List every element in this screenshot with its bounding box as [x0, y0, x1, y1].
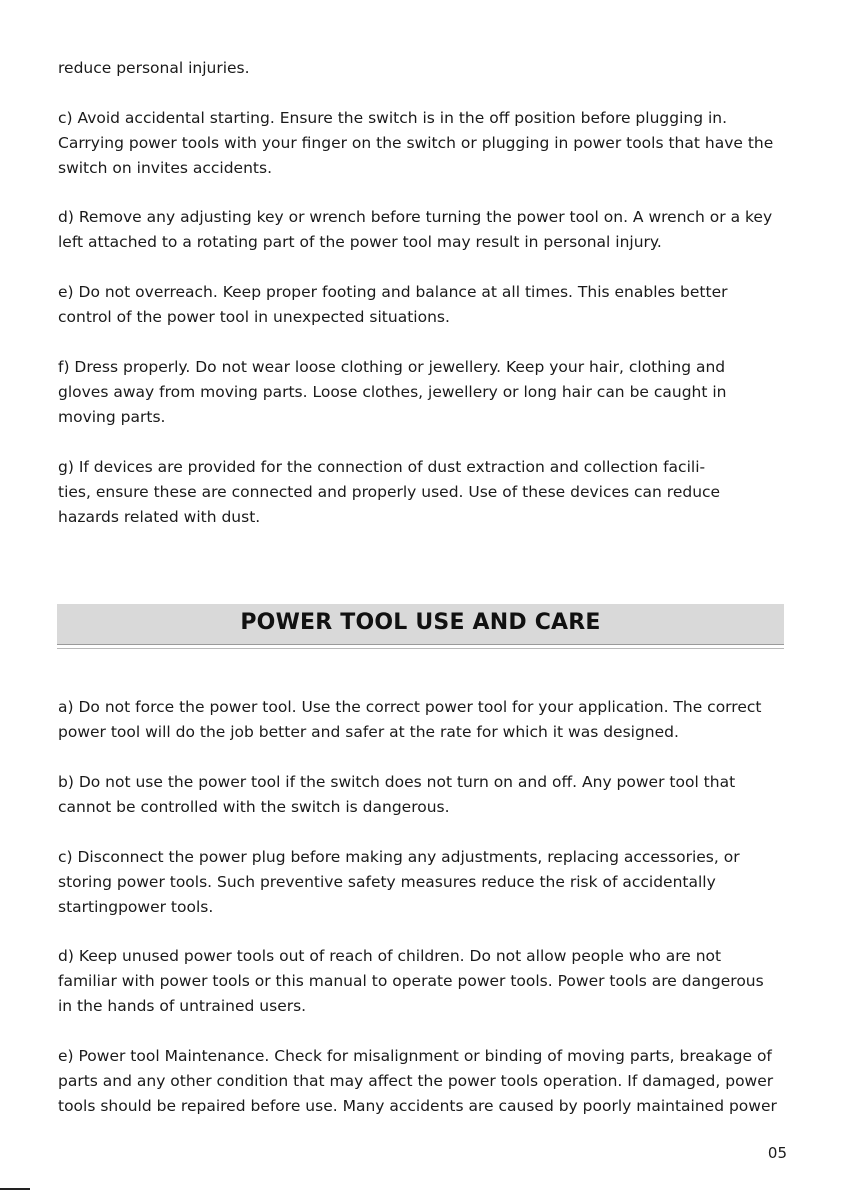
- text-line: left attached to a rotating part of the power tool may result in personal injury.: [58, 233, 662, 251]
- text-line: d) Keep unused power tools out of reach of children. Do not allow people who are not: [58, 947, 722, 965]
- paragraph-remove-adjusting-key: [58, 205, 788, 255]
- text-line: ties, ensure these are connected and properly used. Use of these devices can reduce: [58, 483, 721, 501]
- text-line: c) Avoid accidental starting. Ensure the switch is in the off position before plugging in.: [58, 109, 728, 127]
- text-line: d) Remove any adjusting key or wrench before turning the power tool on. A wrench or a key: [58, 208, 773, 226]
- paragraph-continuation: [58, 56, 788, 81]
- text-line: reduce personal injuries.: [58, 59, 250, 77]
- text-line: control of the power tool in unexpected situations.: [58, 308, 450, 326]
- text-line: parts and any other condition that may affect the power tools operation. If damaged, power: [58, 1072, 774, 1090]
- paragraph-switch-check: [58, 770, 788, 820]
- text-line: cannot be controlled with the switch is dangerous.: [58, 798, 450, 816]
- text-line: g) If devices are provided for the connection of dust extraction and collection facili-: [58, 458, 706, 476]
- text-line: power tool will do the job better and safer at the rate for which it was designed.: [58, 723, 679, 741]
- text-line: startingpower tools.: [58, 898, 214, 916]
- paragraph-do-not-overreach: [58, 280, 788, 330]
- paragraph-maintenance: [58, 1044, 788, 1119]
- text-line: c) Disconnect the power plug before making any adjustments, replacing accessories, or: [58, 848, 740, 866]
- crop-mark: [0, 1188, 30, 1190]
- paragraph-do-not-force-tool: [58, 695, 788, 745]
- text-line: a) Do not force the power tool. Use the correct power tool for your application. The correct: [58, 698, 762, 716]
- paragraph-keep-away-from-children: [58, 944, 788, 1019]
- text-line: in the hands of untrained users.: [58, 997, 307, 1015]
- text-line: familiar with power tools or this manual to operate power tools. Power tools are dangerous: [58, 972, 764, 990]
- text-line: e) Power tool Maintenance. Check for misalignment or binding of moving parts, breakage of: [58, 1047, 772, 1065]
- page-number: 05: [767, 1144, 787, 1162]
- divider: [57, 648, 784, 649]
- text-line: b) Do not use the power tool if the switch does not turn on and off. Any power tool that: [58, 773, 736, 791]
- text-line: e) Do not overreach. Keep proper footing and balance at all times. This enables better: [58, 283, 728, 301]
- text-line: gloves away from moving parts. Loose clothes, jewellery or long hair can be caught in: [58, 383, 727, 401]
- paragraph-avoid-accidental-starting: [58, 106, 788, 181]
- text-line: moving parts.: [58, 408, 166, 426]
- section-banner: [57, 604, 784, 645]
- text-line: f) Dress properly. Do not wear loose clothing or jewellery. Keep your hair, clothing and: [58, 358, 726, 376]
- text-line: Carrying power tools with your finger on the switch or plugging in power tools that have the: [58, 134, 774, 152]
- text-line: switch on invites accidents.: [58, 159, 272, 177]
- text-line: tools should be repaired before use. Many accidents are caused by poorly maintained power: [58, 1097, 777, 1115]
- section-heading: POWER TOOL USE AND CARE: [240, 610, 601, 635]
- paragraph-dress-properly: [58, 355, 788, 430]
- text-line: hazards related with dust.: [58, 508, 261, 526]
- text-line: storing power tools. Such preventive safety measures reduce the risk of accidentally: [58, 873, 716, 891]
- paragraph-dust-extraction: [58, 455, 788, 530]
- paragraph-disconnect-plug: [58, 845, 788, 920]
